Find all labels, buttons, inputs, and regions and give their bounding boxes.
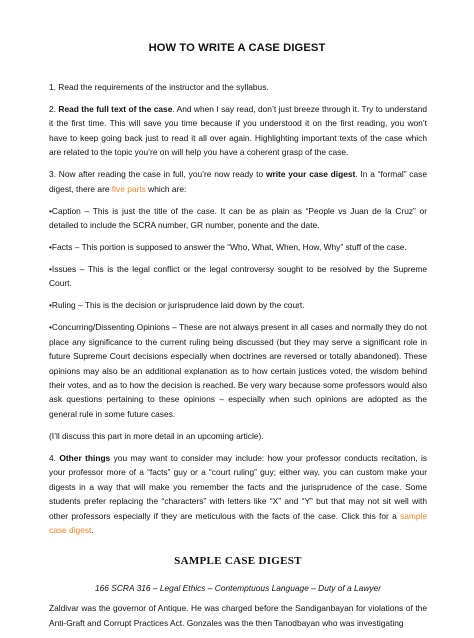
step-2-bold: Read the full text of the case <box>58 104 173 114</box>
caption-bullet: •Caption – This is just the title of the case. It can be as plain as “People vs Juan de la Cruz” or detailed to include the SCRA number, GR number, ponente and the date. <box>49 205 427 231</box>
document-body <box>49 80 427 638</box>
step-4-end: . <box>91 524 94 535</box>
issues-bullet: •Issues – This is the legal conflict or the legal controversy sought to be resolved by the Supreme Court. <box>49 264 427 289</box>
step-4-bold: Other things <box>59 452 111 463</box>
discuss-note: (I’ll discuss this part in more detail in an upcoming article). <box>49 430 264 441</box>
step-3-text-a: 3. Now after reading the case in full, you’re now ready to <box>49 169 266 180</box>
five-parts-link[interactable]: five parts <box>111 183 146 194</box>
step-1-paragraph: 1. Read the requirements of the instructor and the syllabus. <box>49 82 269 92</box>
step-4-text: you may want to consider may include: how your professor conducts recitation, is your professor more of a “facts” guy or a “court ruling” guy; either way, you can custom make your digests in a way that will make you remember the facts and the jurisprudence of the case. Some students prefer replacing the “characters” with letters like “X” and “Y” but that may not sit well with other professors especially if they are meticulous with the facts of the case. Click this for a <box>49 452 427 521</box>
concurring-bullet: •Concurring/Dissenting Opinions – These are not always present in all cases and normally they do not place any significance to the current ruling being discussed (but they may serve a significant role in future Supreme Court decisions especially when doctrines are reversed or totally abandoned). These opinions may also be an additional explanation as to how certain justices voted, the wisdom behind their votes, and as to how the decision is reached. Be very wary because some professors would also ask questions pertaining to these opinions – especially when such opinions are adopted as the general rule in some future cases. <box>49 322 427 419</box>
step-4-number: 4. <box>49 452 60 463</box>
sample-case-digest-link[interactable]: sample case digest <box>49 510 427 535</box>
sample-heading: SAMPLE CASE DIGEST <box>174 555 302 568</box>
step-3-text-b: . In a “formal” case digest, there are <box>49 169 427 194</box>
step-2-paragraph <box>49 102 427 160</box>
ruling-bullet: •Ruling – This is the decision or jurisprudence laid down by the court. <box>49 300 305 311</box>
step-2-number: 2. <box>49 104 59 114</box>
facts-bullet: •Facts – This portion is supposed to answer the “Who, What, When, How, Why” stuff of the case. <box>49 242 407 253</box>
step-3-paragraph <box>49 167 427 196</box>
case-citation: 166 SCRA 316 – Legal Ethics – Contemptuous Language – Duty of a Lawyer <box>94 582 382 593</box>
document-title: HOW TO WRITE A CASE DIGEST <box>148 42 326 54</box>
sample-paragraph: Zaldivar was the governor of Antique. He was charged before the Sandiganbayan for violations of the Anti-Graft and Corrupt Practices Act. Gonzales was the then Tanodbayan who was investigating <box>49 603 427 628</box>
step-2-text: . And when I say read, don’t just breeze through it. Try to understand it the first time. This will save you time because if you understood it on the first reading, you won’t have to keep going back just to read it all over again. Highlighting important texts of the case which are related to the topic you’re on will help you have a coherent grasp of the case. <box>49 104 428 158</box>
step-3-text-c: which are: <box>145 183 187 194</box>
step-3-bold: write your case digest <box>265 169 356 180</box>
step-4-paragraph <box>49 451 427 537</box>
